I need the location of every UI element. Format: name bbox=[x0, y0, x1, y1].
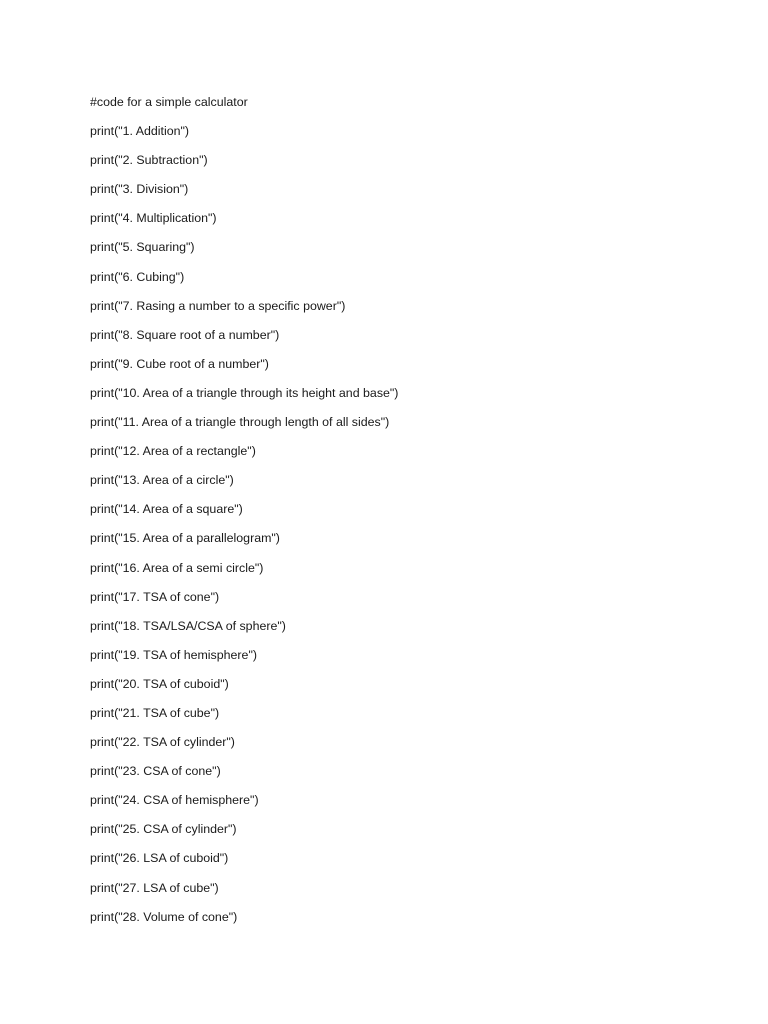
code-line: print("16. Area of a semi circle") bbox=[90, 560, 264, 575]
code-line: print("11. Area of a triangle through length of all sides") bbox=[90, 415, 390, 430]
code-line: print("19. TSA of hemisphere") bbox=[90, 647, 257, 662]
code-line: print("18. TSA/LSA/CSA of sphere") bbox=[90, 618, 286, 633]
code-line: print("10. Area of a triangle through its height and base") bbox=[90, 385, 399, 400]
code-line: print("7. Rasing a number to a specific power") bbox=[90, 298, 346, 313]
code-line: print("20. TSA of cuboid") bbox=[90, 676, 229, 691]
code-line: print("21. TSA of cube") bbox=[90, 705, 220, 720]
code-comment-line: #code for a simple calculator bbox=[90, 95, 248, 109]
code-line: print("14. Area of a square") bbox=[90, 502, 243, 517]
code-line: print("13. Area of a circle") bbox=[90, 473, 234, 488]
code-line: print("28. Volume of cone") bbox=[90, 909, 238, 924]
code-line: print("3. Division") bbox=[90, 182, 189, 197]
code-line: print("15. Area of a parallelogram") bbox=[90, 531, 280, 546]
code-line: print("23. CSA of cone") bbox=[90, 764, 221, 779]
code-line: print("22. TSA of cylinder") bbox=[90, 735, 235, 750]
code-line: print("27. LSA of cube") bbox=[90, 880, 219, 895]
code-line: print("2. Subtraction") bbox=[90, 153, 208, 168]
code-line: print("12. Area of a rectangle") bbox=[90, 444, 256, 459]
code-line: print("24. CSA of hemisphere") bbox=[90, 793, 259, 808]
code-line: print("17. TSA of cone") bbox=[90, 589, 220, 604]
document-body bbox=[90, 92, 730, 936]
code-line: print("9. Cube root of a number") bbox=[90, 356, 269, 371]
code-line: print("25. CSA of cylinder") bbox=[90, 822, 237, 837]
code-line: print("4. Multiplication") bbox=[90, 211, 217, 226]
code-line: print("26. LSA of cuboid") bbox=[90, 851, 229, 866]
code-line: print("6. Cubing") bbox=[90, 269, 185, 284]
code-line: print("5. Squaring") bbox=[90, 240, 195, 255]
code-line: print("1. Addition") bbox=[90, 124, 190, 139]
code-line: print("8. Square root of a number") bbox=[90, 327, 280, 342]
